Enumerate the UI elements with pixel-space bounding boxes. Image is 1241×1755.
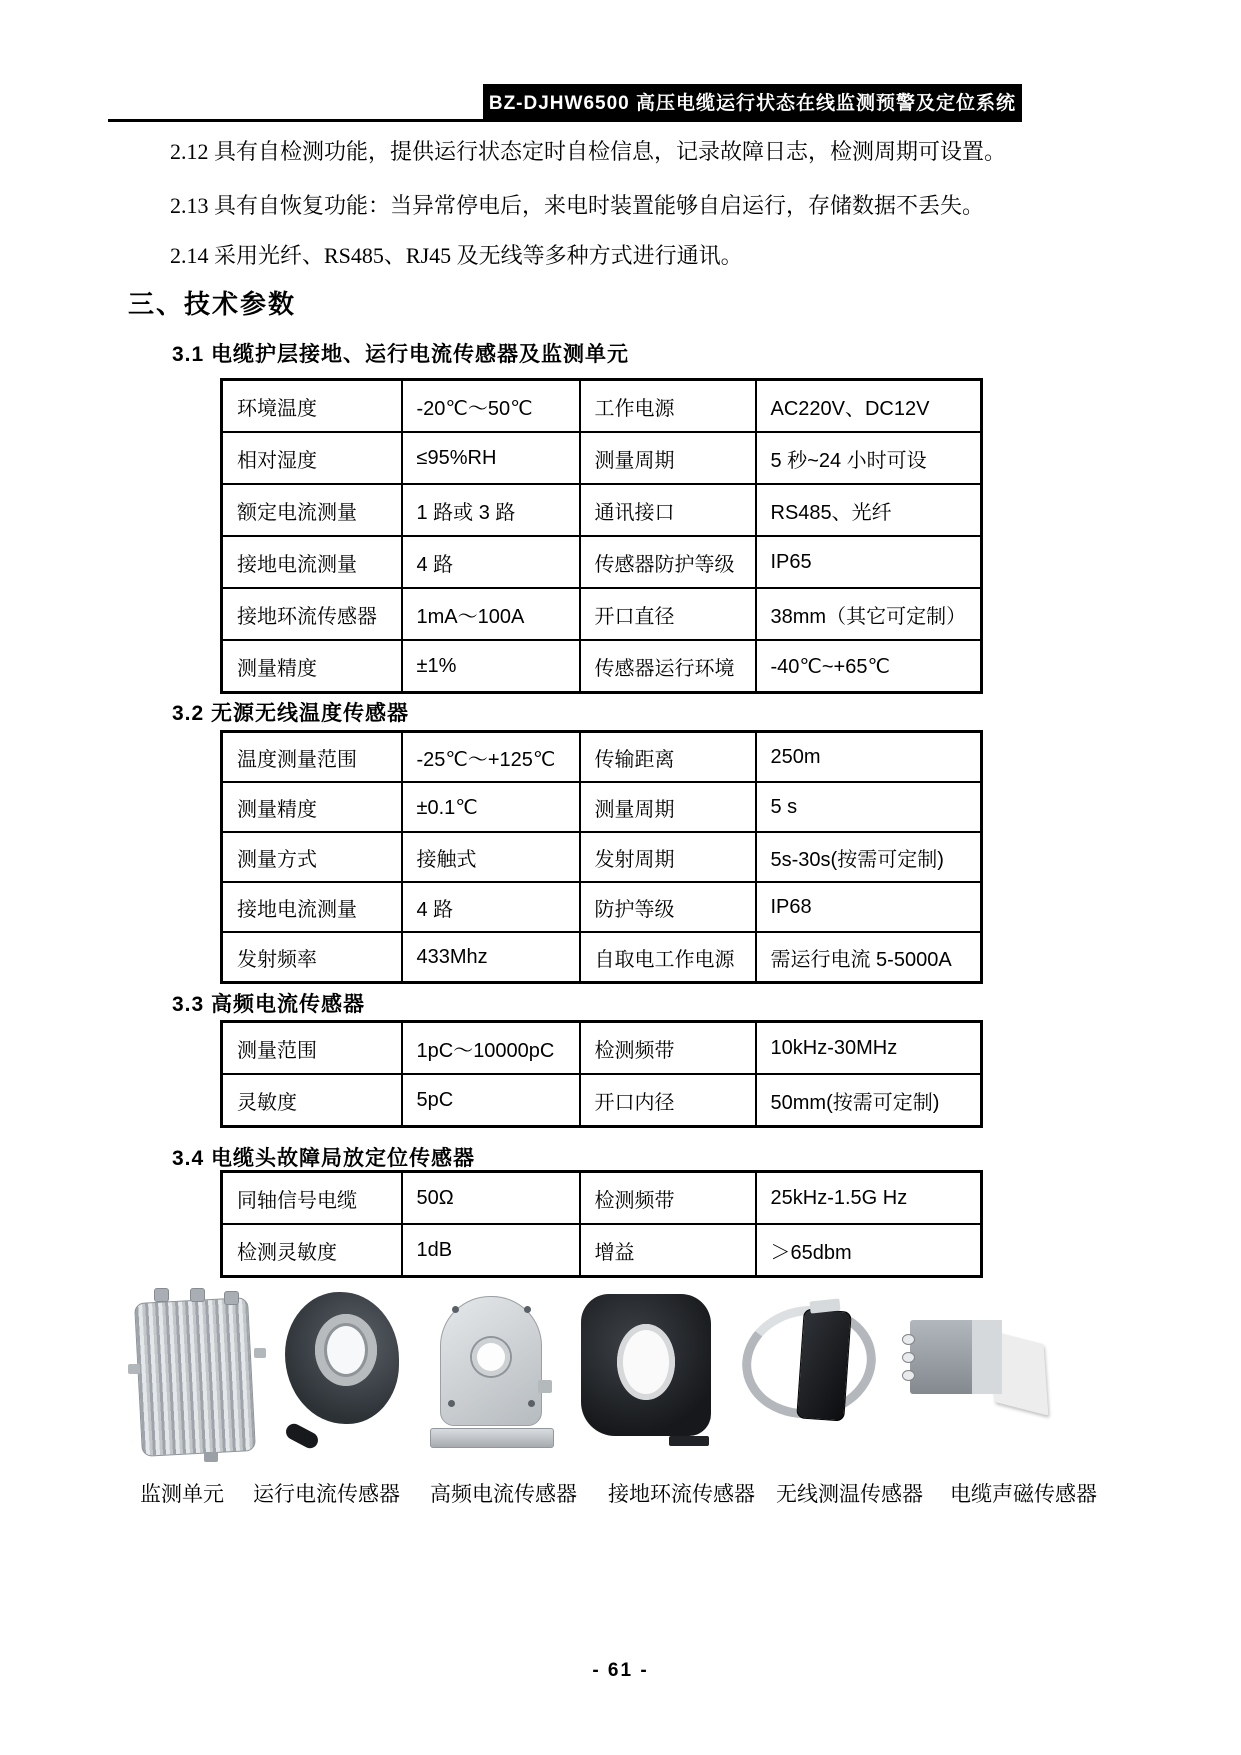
spec-value-cell: 接触式	[402, 832, 580, 882]
spec-label-cell: 检测频带	[580, 1022, 756, 1075]
spec-label-cell: 防护等级	[580, 882, 756, 932]
spec-label-cell: 工作电源	[580, 380, 756, 433]
spec-label-cell: 开口内径	[580, 1074, 756, 1127]
spec-label-cell: 环境温度	[222, 380, 402, 433]
spec-value-cell: RS485、光纤	[756, 484, 982, 536]
page-header-bar	[483, 84, 1022, 119]
paragraph-2-14: 2.14 采用光纤、RS485、RJ45 及无线等多种方式进行通讯。	[170, 243, 743, 268]
screw-shape	[528, 1400, 535, 1407]
spec-label-cell: 增益	[580, 1224, 756, 1277]
product-caption-acoustic-magnetic-sensor: 电缆声磁传感器	[950, 1482, 1097, 1506]
cable-gland-shape	[154, 1288, 169, 1302]
spec-value-cell: 1pC～10000pC	[402, 1022, 580, 1075]
spec-value-cell: 250m	[756, 732, 982, 783]
spec-value-cell: -40℃~+65℃	[756, 640, 982, 693]
product-caption-ground-loop-sensor: 接地环流传感器	[608, 1482, 755, 1506]
subsection-title-3-4: 3.4 电缆头故障局放定位传感器	[172, 1147, 476, 1170]
spec-table-row	[222, 1172, 982, 1225]
spec-label-cell: 传输距离	[580, 732, 756, 783]
spec-label-cell: 检测频带	[580, 1172, 756, 1225]
spec-label-cell: 传感器运行环境	[580, 640, 756, 693]
spec-label-cell: 测量周期	[580, 432, 756, 484]
spec-table-3-2	[220, 730, 983, 984]
product-caption-wireless-temp-sensor: 无线测温传感器	[776, 1482, 923, 1506]
spec-table-row	[222, 1224, 982, 1277]
product-photo-monitoring-unit	[128, 1284, 268, 1466]
product-caption-monitoring-unit: 监测单元	[140, 1482, 224, 1506]
sensor-box-side-shape	[972, 1320, 1002, 1394]
spec-label-cell: 发射频率	[222, 932, 402, 983]
spec-label-cell: 通讯接口	[580, 484, 756, 536]
spec-value-cell: 5 s	[756, 782, 982, 832]
mounting-foot-shape	[204, 1452, 218, 1462]
section-title-technical-parameters: 三、技术参数	[128, 289, 297, 319]
spec-value-cell: 需运行电流 5-5000A	[756, 932, 982, 983]
paragraph-2-13: 2.13 具有自恢复功能：当异常停电后，来电时装置能够自启运行，存储数据不丢失。	[170, 193, 985, 218]
spec-value-cell: 4 路	[402, 536, 580, 588]
spec-table-row	[222, 1074, 982, 1127]
spec-table-row	[222, 732, 982, 783]
paragraph-2-12: 2.12 具有自检测功能，提供运行状态定时自检信息，记录故障日志，检测周期可设置。	[170, 139, 1007, 164]
spec-value-cell: AC220V、DC12V	[756, 380, 982, 433]
spec-label-cell: 接地电流测量	[222, 882, 402, 932]
spec-label-cell: 开口直径	[580, 588, 756, 640]
cable-gland-shape	[190, 1288, 205, 1302]
product-caption-operating-current-sensor: 运行电流传感器	[253, 1482, 400, 1506]
subsection-title-3-2: 3.2 无源无线温度传感器	[172, 702, 410, 725]
spec-table-row	[222, 1022, 982, 1075]
spec-table-row	[222, 484, 982, 536]
spec-table-row	[222, 882, 982, 932]
bolt-shape	[902, 1370, 915, 1381]
mounting-lug-shape	[128, 1364, 140, 1374]
spec-value-cell: 5 秒~24 小时可设	[756, 432, 982, 484]
header-divider-line	[108, 119, 1022, 122]
connector-stub-shape	[538, 1380, 552, 1393]
spec-value-cell: -25℃～+125℃	[402, 732, 580, 783]
bolt-shape	[902, 1334, 915, 1345]
spec-value-cell: 4 路	[402, 882, 580, 932]
spec-table-row	[222, 432, 982, 484]
spec-label-cell: 接地电流测量	[222, 536, 402, 588]
screw-shape	[448, 1400, 455, 1407]
spec-value-cell: 38mm（其它可定制）	[756, 588, 982, 640]
spec-value-cell: ±1%	[402, 640, 580, 693]
spec-label-cell: 发射周期	[580, 832, 756, 882]
spec-label-cell: 传感器防护等级	[580, 536, 756, 588]
spec-table-row	[222, 932, 982, 983]
product-photo-hf-current-sensor	[428, 1292, 554, 1454]
spec-value-cell: 1mA～100A	[402, 588, 580, 640]
spec-value-cell: IP65	[756, 536, 982, 588]
spec-value-cell: ≤95%RH	[402, 432, 580, 484]
spec-label-cell: 测量精度	[222, 640, 402, 693]
spec-value-cell: 50mm(按需可定制)	[756, 1074, 982, 1127]
product-photo-wireless-temp-sensor	[740, 1298, 882, 1434]
spec-table-row	[222, 588, 982, 640]
spec-label-cell: 相对湿度	[222, 432, 402, 484]
ribbed-enclosure-shape	[134, 1297, 256, 1457]
sensor-module-shape	[796, 1308, 852, 1421]
spec-value-cell: 5s-30s(按需可定制)	[756, 832, 982, 882]
bolt-shape	[902, 1352, 915, 1363]
spec-value-cell: 433Mhz	[402, 932, 580, 983]
spec-label-cell: 温度测量范围	[222, 732, 402, 783]
mounting-lug-shape	[254, 1348, 266, 1358]
spec-value-cell: ±0.1℃	[402, 782, 580, 832]
spec-table-row	[222, 536, 982, 588]
product-photo-operating-current-sensor	[283, 1288, 405, 1460]
spec-label-cell: 测量周期	[580, 782, 756, 832]
sensor-ring-opening-shape	[315, 1314, 377, 1386]
screw-shape	[524, 1306, 531, 1313]
spec-label-cell: 灵敏度	[222, 1074, 402, 1127]
spec-value-cell: -20℃～50℃	[402, 380, 580, 433]
spec-value-cell: IP68	[756, 882, 982, 932]
spec-value-cell: 50Ω	[402, 1172, 580, 1225]
spec-value-cell: 5pC	[402, 1074, 580, 1127]
spec-table-3-1	[220, 378, 983, 694]
screw-shape	[452, 1306, 459, 1313]
mounting-foot-shape	[669, 1436, 709, 1446]
spec-value-cell: 1dB	[402, 1224, 580, 1277]
page-header-title: BZ-DJHW6500 高压电缆运行状态在线监测预警及定位系统	[488, 93, 1016, 114]
subsection-title-3-3: 3.3 高频电流传感器	[172, 993, 366, 1016]
spec-label-cell: 测量方式	[222, 832, 402, 882]
spec-table-row	[222, 832, 982, 882]
sensor-cable-shape	[283, 1421, 321, 1451]
spec-table-3-4	[220, 1170, 983, 1278]
spec-label-cell: 接地环流传感器	[222, 588, 402, 640]
sensor-opening-shape	[472, 1338, 510, 1376]
product-photo-gallery	[0, 1282, 1241, 1472]
spec-label-cell: 同轴信号电缆	[222, 1172, 402, 1225]
spec-label-cell: 检测灵敏度	[222, 1224, 402, 1277]
spec-table-row	[222, 782, 982, 832]
spec-label-cell: 测量范围	[222, 1022, 402, 1075]
subsection-title-3-1: 3.1 电缆护层接地、运行电流传感器及监测单元	[172, 343, 630, 366]
spec-label-cell: 测量精度	[222, 782, 402, 832]
spec-value-cell: 10kHz-30MHz	[756, 1022, 982, 1075]
spec-value-cell: 25kHz-1.5G Hz	[756, 1172, 982, 1225]
spec-label-cell: 自取电工作电源	[580, 932, 756, 983]
spec-value-cell: ＞65dbm	[756, 1224, 982, 1277]
product-photo-acoustic-magnetic-sensor	[900, 1308, 1050, 1426]
spec-table-row	[222, 380, 982, 433]
sensor-opening-shape	[617, 1324, 675, 1400]
product-caption-hf-current-sensor: 高频电流传感器	[430, 1482, 577, 1506]
mounting-base-shape	[430, 1428, 554, 1448]
cable-gland-shape	[224, 1291, 239, 1305]
product-photo-ground-loop-sensor	[573, 1292, 721, 1448]
spec-label-cell: 额定电流测量	[222, 484, 402, 536]
spec-table-3-3	[220, 1020, 983, 1128]
spec-value-cell: 1 路或 3 路	[402, 484, 580, 536]
spec-table-row	[222, 640, 982, 693]
page-number: - 61 -	[592, 1660, 649, 1681]
